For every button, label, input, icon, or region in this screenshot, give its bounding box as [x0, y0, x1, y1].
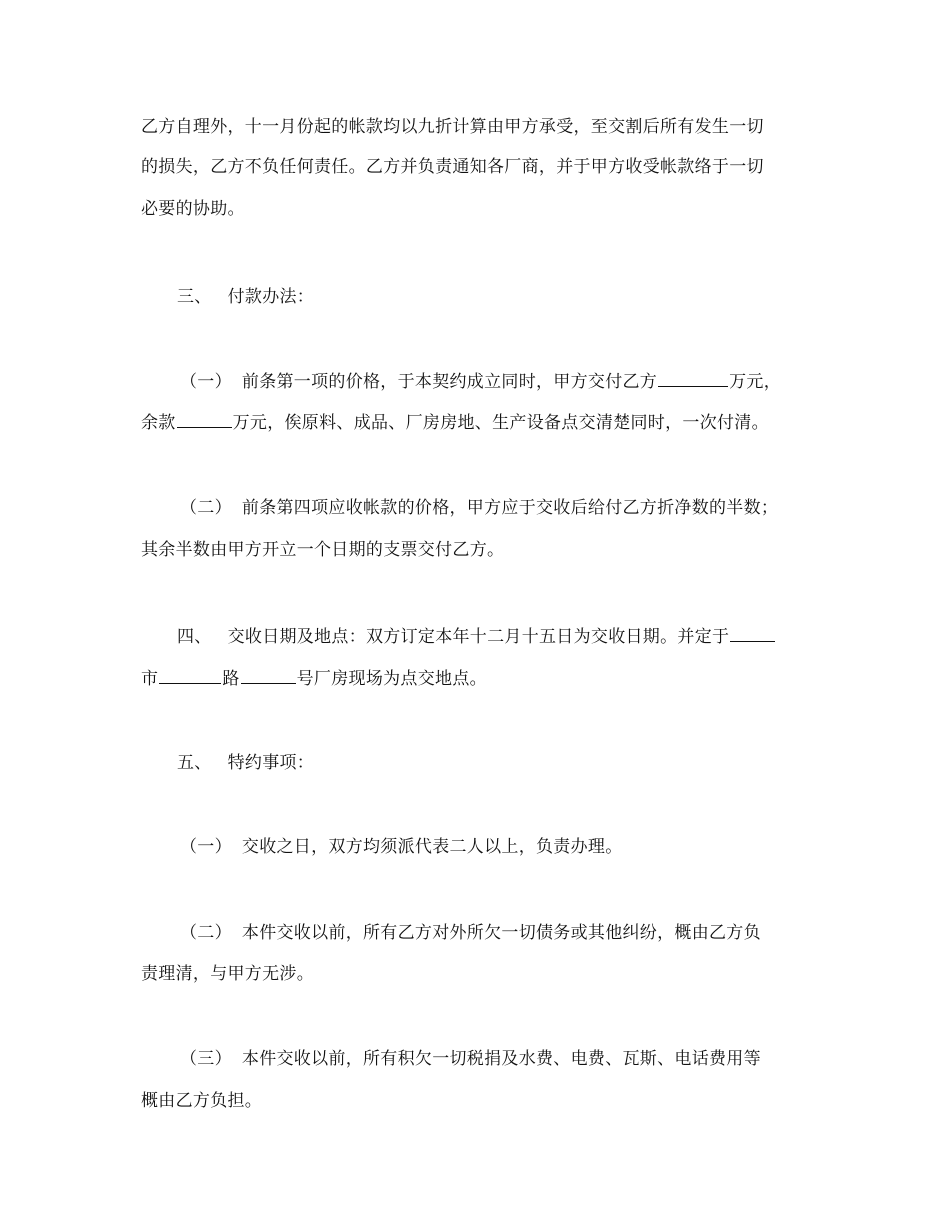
s3-item1-line-2 [141, 410, 769, 435]
section-4-line-1 [177, 624, 776, 649]
road-blank[interactable] [159, 666, 221, 684]
s5-item2-text-1: 本件交收以前，所有乙方对外所欠一切债务或其他纠纷，概由乙方负 [241, 923, 761, 943]
s5-item3-text-1: 本件交收以前，所有积欠一切税捐及水费、电费、瓦斯、电话费用等 [241, 1049, 761, 1069]
intro-line-3 [141, 197, 245, 221]
intro-text-3: 必要的协助。 [141, 199, 245, 219]
s5-item3-line-2 [141, 1089, 262, 1113]
s3-item1-text-d: 万元，俟原料、成品、厂房房地、生产设备点交清楚同时，一次付清。 [232, 413, 769, 433]
s3-item2-line-1 [180, 496, 778, 520]
s3-item2-text-1: 前条第四项应收帐款的价格，甲方应于交收后给付乙方折净数的半数； [241, 498, 779, 518]
s5-item1-text-1: 交收之日，双方均须派代表二人以上，负责办理。 [241, 837, 623, 857]
section-4-text-1: 交收日期及地点：双方订定本年十二月十五日为交收日期。并定于 [227, 627, 730, 647]
s5-item1-marker: （一） [180, 837, 232, 857]
number-blank[interactable] [241, 666, 296, 684]
s3-item1-marker: （一） [180, 372, 232, 392]
s3-item1-line-1 [180, 369, 781, 394]
s5-item2-marker: （二） [180, 923, 232, 943]
section-4-text-a: 市 [141, 669, 159, 689]
section-5-title: 特约事项： [227, 753, 315, 773]
s5-item3-text-2: 概由乙方负担。 [141, 1091, 263, 1111]
city-blank[interactable] [730, 624, 775, 642]
s5-item3-line-1 [180, 1047, 761, 1071]
s5-item2-text-2: 责理清，与甲方无涉。 [141, 964, 314, 984]
intro-line-2 [141, 155, 764, 179]
s5-item2-line-1 [180, 921, 761, 945]
s3-item1-text-c: 余款 [141, 413, 176, 433]
amount-blank-2[interactable] [177, 410, 232, 428]
intro-line-1 [141, 115, 764, 139]
s3-item2-text-2: 其余半数由甲方开立一个日期的支票交付乙方。 [141, 540, 505, 560]
s5-item2-line-2 [141, 962, 314, 986]
section-5-number: 五、 [177, 753, 212, 773]
intro-text-2: 的损失，乙方不负任何责任。乙方并负责通知各厂商，并于甲方收受帐款络于一切 [141, 157, 764, 177]
section-3-heading [177, 285, 314, 309]
section-5-heading [177, 751, 314, 775]
section-3-number: 三、 [177, 287, 212, 307]
section-3-title: 付款办法： [227, 287, 315, 307]
intro-text-1: 乙方自理外，十一月份起的帐款均以九折计算由甲方承受，至交割后所有发生一切 [141, 117, 764, 137]
section-4-text-c: 号厂房现场为点交地点。 [296, 669, 487, 689]
section-4-text-b: 路 [222, 669, 240, 689]
s3-item2-line-2 [141, 538, 504, 562]
s3-item1-text-b: 万元， [729, 372, 782, 392]
s5-item3-marker: （三） [180, 1049, 232, 1069]
amount-blank-1[interactable] [658, 369, 728, 387]
section-4-line-2 [141, 666, 487, 691]
s3-item1-text-a: 前条第一项的价格，于本契约成立同时，甲方交付乙方 [241, 372, 658, 392]
section-4-number: 四、 [177, 627, 212, 647]
s5-item1-line-1 [180, 835, 623, 859]
s3-item2-marker: （二） [180, 498, 232, 518]
